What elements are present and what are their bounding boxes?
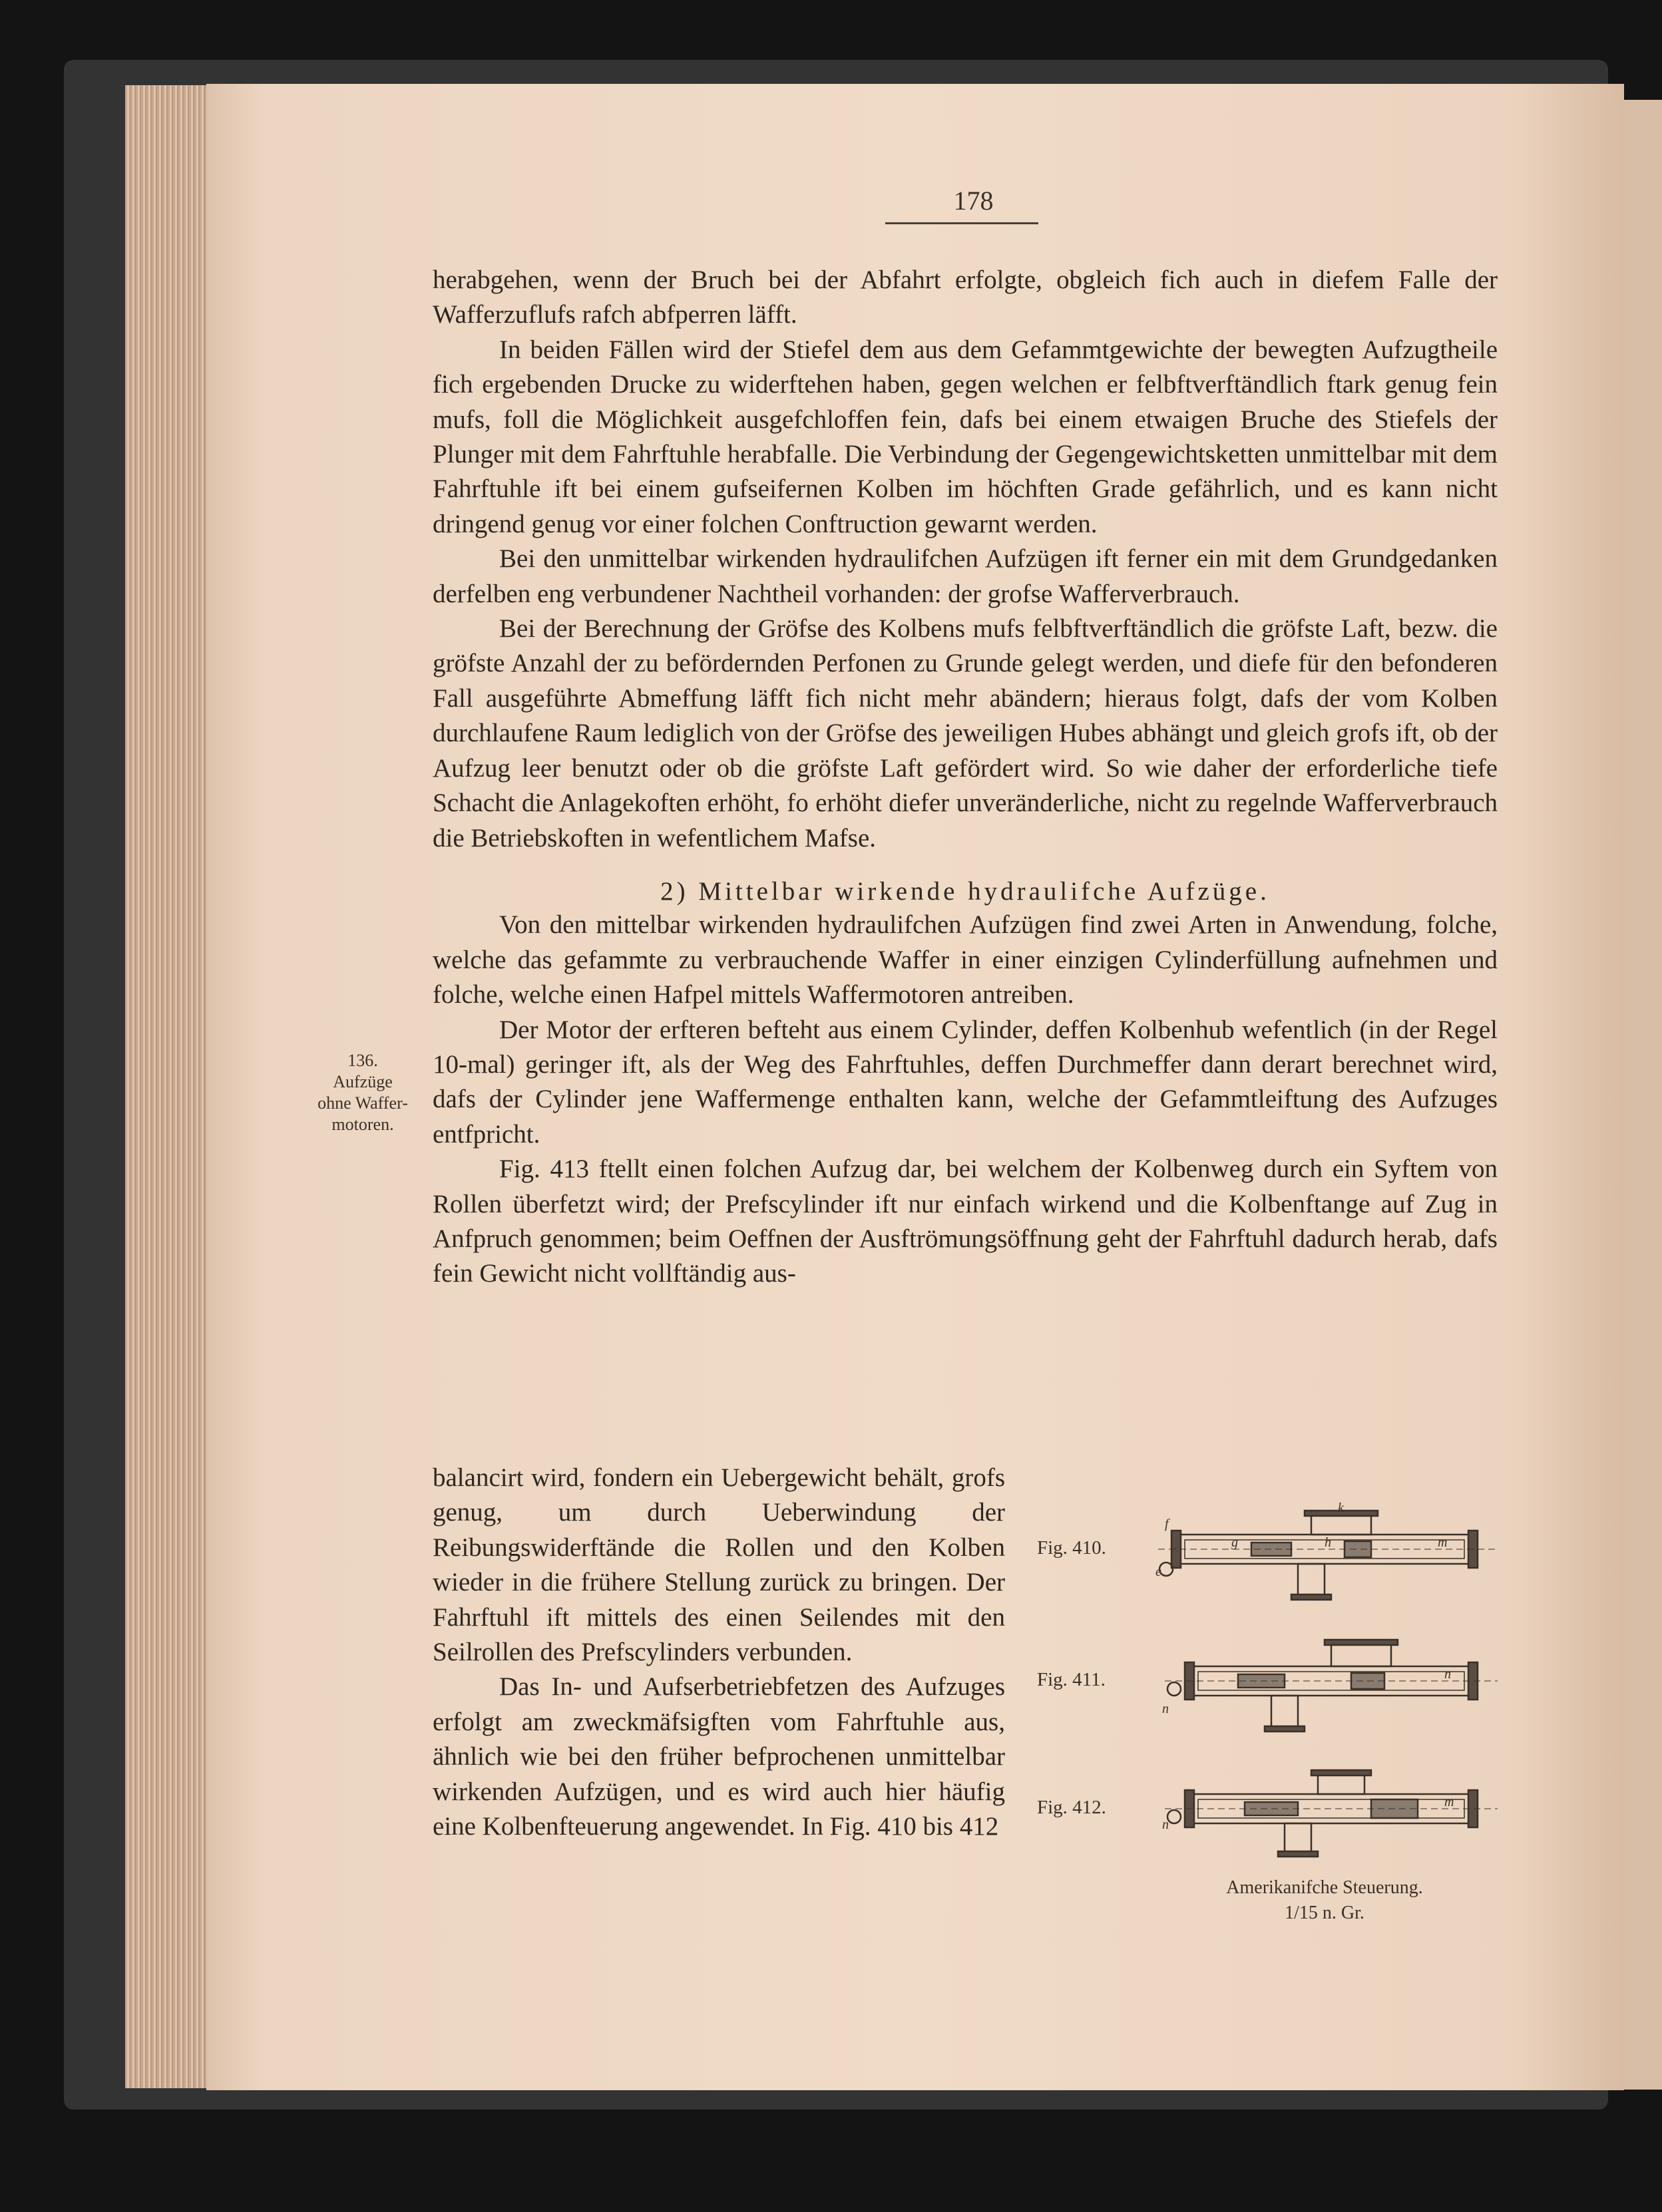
figure-letter: n [1444, 1667, 1451, 1682]
figure-letter: m [1438, 1535, 1448, 1550]
page-number: 178 [953, 186, 994, 216]
marginal-line: ohne Waffer- [317, 1093, 408, 1113]
header-rule [885, 222, 1038, 224]
section-heading: 2) Mittelbar wirkende hydraulifche Aufzüge. [660, 876, 1270, 906]
marginal-note [300, 1050, 426, 1135]
paragraph: Von den mittelbar wirkenden hydraulifchen Aufzügen find zwei Arten in Anwendung, folche, welche das gefammte zu verbrauchende Waffer in einer einzigen Cylinderfüllung aufnehmen und folche, welche einen Hafpel mittels Waffermotoren antreiben. [433, 910, 1498, 1010]
page-edges [125, 85, 212, 2088]
paragraph: balancirt wird, fondern ein Uebergewicht behält, grofs genug, um durch Ueberwindung der Reibungswiderftände die Rollen und den Kolben wieder in die frühere Stellung zurück zu bringen. Der Fahrftuhl ift mittels des einen Seilendes mit den Seilrollen des Prefscylinders verbunden. [433, 1463, 1005, 1667]
valve-drawing-412 [1151, 1762, 1504, 1882]
figure-letter: m [1444, 1795, 1454, 1809]
figure-letter: h [1325, 1535, 1331, 1550]
paragraph: Der Motor der erfteren befteht aus einem Cylinder, deffen Kolbenhub wefentlich (in der Regel 10-mal) geringer ift, als der Weg des Fahrftuhles, deffen Durchmeffer dann derart berechnet wird, dafs der Cylinder jene Waffermenge enthalten kann, welche der Gefammtleiftung des Aufzuges entfpricht. [433, 1015, 1498, 1149]
valve-drawing-411 [1151, 1634, 1504, 1754]
caption-scale: 1/15 n. Gr. [1285, 1903, 1364, 1923]
figure-label: Fig. 410. [1037, 1537, 1106, 1559]
marginal-number: 136. [347, 1051, 378, 1070]
figure-letter: g [1231, 1535, 1238, 1550]
figure-letter: k [1338, 1503, 1344, 1515]
figure-letter: n [1162, 1702, 1169, 1716]
caption-title: Amerikanifche Steuerung. [1226, 1877, 1423, 1898]
figure-letter: e [1155, 1565, 1161, 1579]
paragraph: Bei den unmittelbar wirkenden hydraulifchen Aufzügen ift ferner ein mit dem Grundgedanken derfelben eng verbundener Nachtheil vorhanden: der grofse Wafferverbrauch. [433, 544, 1498, 608]
wrapped-text [433, 1461, 1005, 1844]
figure-letter: f [1165, 1517, 1169, 1531]
paragraph: herabgehen, wenn der Bruch bei der Abfahrt erfolgte, obgleich fich auch in diefem Falle der Wafferzuflufs rafch abfperren läfft. [433, 266, 1498, 329]
main-text [433, 263, 1498, 1292]
figure-caption [1165, 1875, 1484, 1926]
paragraph: In beiden Fällen wird der Stiefel dem aus dem Gefammtgewichte der bewegten Aufzugtheile fich ergebenden Drucke zu widerftehen haben, gegen welchen er felbftverftändlich ftark genug fein mufs, foll die Möglichkeit ausgefchloffen fein, dafs bei einem etwaigen Bruche des Stiefels der Plunger mit dem Fahrftuhle herabfalle. Die Verbindung der Gegengewichtsketten unmittelbar mit dem Fahrftuhle ift bei einem gufseifernen Kolben im höchften Grade gefährlich, und es kann nicht dringend genug vor einer folchen Conftruction gewarnt werden. [433, 335, 1498, 538]
figure-label: Fig. 412. [1037, 1797, 1106, 1818]
paragraph: Fig. 413 ftellt einen folchen Aufzug dar, bei welchem der Kolbenweg durch ein Syftem von Rollen überfetzt wird; der Prefscylinder ift nur einfach wirkend und die Kolbenftange auf Zug in Anfpruch genommen; beim Oeffnen der Ausftrömungsöffnung geht der Fahrftuhl dadurch herab, dafs fein Gewicht nicht vollftändig aus- [433, 1155, 1498, 1288]
paragraph: Das In- und Aufserbetriebfetzen des Aufzuges erfolgt am zweckmäfsigften vom Fahrftuhle aus, ähnlich wie bei den früher befprochenen unmittelbar wirkenden Aufzügen, und es wird auch hier häufig eine Kolbenfteuerung angewendet. In Fig. 410 bis 412 [433, 1672, 1005, 1841]
figure-label: Fig. 411. [1037, 1669, 1106, 1690]
valve-drawing-410 [1151, 1503, 1504, 1622]
marginal-line: Aufzüge [333, 1072, 393, 1091]
next-page-edge [1624, 100, 1662, 2090]
paragraph: Bei der Berechnung der Gröfse des Kolbens mufs felbftverftändlich die gröfste Laft, bezw. die gröfste Anzahl der zu befördernden Perfonen zu Grunde gelegt werden, und diefe für den befonderen Fall ausgeführte Abmeffung läfft fich nicht mehr abändern; hieraus folgt, dafs der vom Kolben durchlaufene Raum lediglich von der Gröfse des jeweiligen Hubes abhängt und gleich grofs ift, ob der Aufzug leer benutzt oder ob die gröfste Laft gefördert wird. So wie daher der erforderliche tiefe Schacht die Anlagekoften erhöht, fo erhöht diefer unveränderliche, nicht zu regelnde Wafferverbrauch die Betriebskoften in wefentlichem Mafse. [433, 614, 1498, 852]
marginal-line: motoren. [331, 1115, 394, 1134]
figure-letter: n [1162, 1817, 1169, 1832]
